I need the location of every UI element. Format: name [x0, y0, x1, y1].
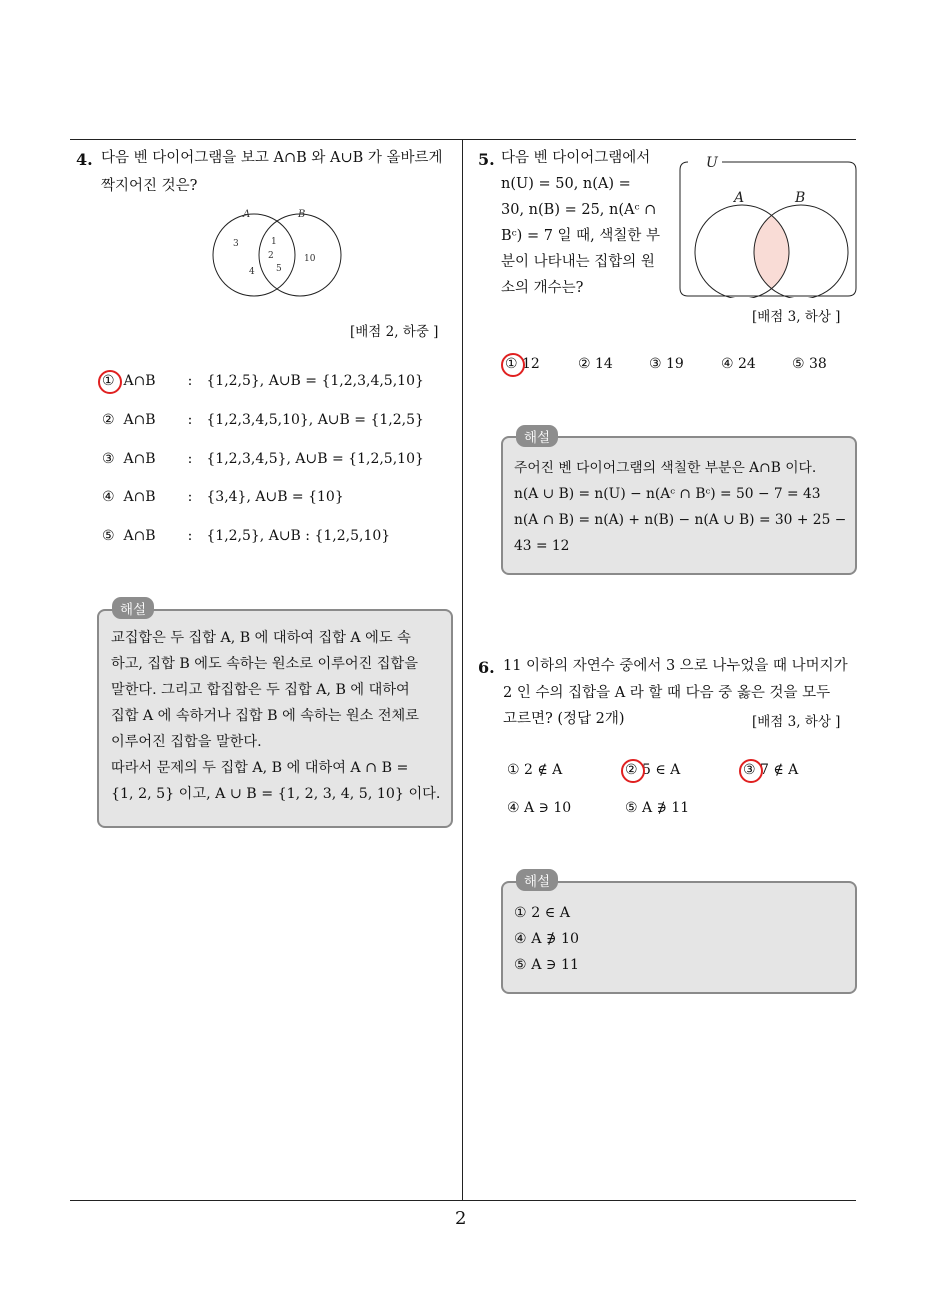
question-text: 다음 벤 다이어그램을 보고 A∩B 와 A∪B 가 올바르게 [101, 150, 443, 166]
question-text: 고르면? (정답 2개) [503, 711, 625, 727]
question-text: 다음 벤 다이어그램에서 n(U) = 50, n(A) = 30, n(B) = 25, n(Aᶜ ∩ Bᶜ) = 7 일 때, 색칠한 부 분이 나타내는 집합의 원 소의 개수는? [501, 150, 661, 296]
question-number: 4. [76, 150, 93, 169]
choice-4[interactable]: ④ A ∋ 10 [507, 800, 572, 816]
choice-5[interactable]: ⑤ A ∌ 11 [625, 800, 690, 816]
answer-mark-ring [501, 353, 525, 377]
choice-3[interactable]: ③ 7 ∉ A [743, 762, 799, 778]
choice-1[interactable]: ① A∩B : {1,2,5}, A∪B = {1,2,3,4,5,10} [102, 373, 424, 389]
choice-5[interactable]: ⑤ 38 [792, 356, 827, 372]
venn-diagram [205, 205, 350, 300]
score-tag: [배점 3, 하상 ] [752, 714, 841, 730]
choice-1[interactable]: ① 2 ∉ A [507, 762, 563, 778]
question-number: 6. [478, 658, 495, 677]
venn-label-b: B [795, 190, 806, 206]
choice-5[interactable]: ⑤ A∩B : {1,2,5}, A∪B : {1,2,5,10} [102, 528, 391, 544]
choice-2[interactable]: ② 14 [578, 356, 613, 372]
venn-label-a: A [734, 190, 745, 206]
venn-diagram [678, 152, 858, 298]
question-text: 짝지어진 것은? [101, 178, 198, 194]
solution-box: 주어진 벤 다이어그램의 색칠한 부분은 A∩B 이다. n(A ∪ B) = n(U) − n(Aᶜ ∩ Bᶜ) = 50 − 7 = 43 n(A ∩ B) = n(A) + n(B) − n(A ∪ B) = 30 + 25 − 43 = 12 [501, 436, 857, 575]
solution-label: 해설 [112, 597, 154, 619]
svg-text:1: 1 [271, 237, 277, 247]
answer-mark-ring [739, 759, 763, 783]
page-number: 2 [455, 1208, 467, 1229]
svg-text:2: 2 [268, 251, 274, 261]
svg-text:5: 5 [276, 264, 282, 274]
choice-4[interactable]: ④ A∩B : {3,4}, A∪B = {10} [102, 489, 344, 505]
bottom-rule [70, 1200, 856, 1201]
svg-text:4: 4 [249, 267, 255, 277]
solution-label: 해설 [516, 869, 558, 891]
svg-text:3: 3 [233, 239, 239, 249]
venn-label-a: A [243, 209, 251, 220]
column-divider [462, 139, 463, 1201]
score-tag: [배점 3, 하상 ] [752, 309, 841, 325]
solution-box: ① 2 ∈ A ④ A ∌ 10 ⑤ A ∋ 11 [501, 881, 857, 994]
answer-mark-ring [621, 759, 645, 783]
choice-1[interactable]: ① 12 [505, 356, 540, 372]
question-number: 5. [478, 150, 495, 169]
choice-2[interactable]: ② A∩B : {1,2,3,4,5,10}, A∪B = {1,2,5} [102, 412, 424, 428]
choice-3[interactable]: ③ 19 [649, 356, 684, 372]
choice-4[interactable]: ④ 24 [721, 356, 756, 372]
question-text: 2 인 수의 집합을 A 라 할 때 다음 중 옳은 것을 모두 [503, 685, 831, 701]
venn-label-u: U [706, 155, 718, 171]
answer-mark-ring [98, 370, 122, 394]
score-tag: [배점 2, 하중 ] [350, 324, 439, 340]
solution-box: 교집합은 두 집합 A, B 에 대하여 집합 A 에도 속 하고, 집합 B 에도 속하는 원소로 이루어진 집합을 말한다. 그리고 합집합은 두 집합 A, B 에 대하여 집합 A 에 속하거나 집합 B 에 속하는 원소 전체로 이루어진 집합을 말한다. 따라서 문제의 두 집합 A, B 에 대하여 A ∩ B = {1, 2, 5} 이고, A ∪ B = {1, 2, 3, 4, 5, 10} 이다. [97, 609, 453, 828]
solution-label: 해설 [516, 425, 558, 447]
svg-text:10: 10 [304, 254, 316, 264]
venn-label-b: B [298, 209, 306, 220]
choice-3[interactable]: ③ A∩B : {1,2,3,4,5}, A∪B = {1,2,5,10} [102, 451, 424, 467]
choice-2[interactable]: ② 5 ∈ A [625, 762, 681, 778]
question-text: 11 이하의 자연수 중에서 3 으로 나누었을 때 나머지가 [503, 658, 848, 674]
top-rule [70, 139, 856, 140]
